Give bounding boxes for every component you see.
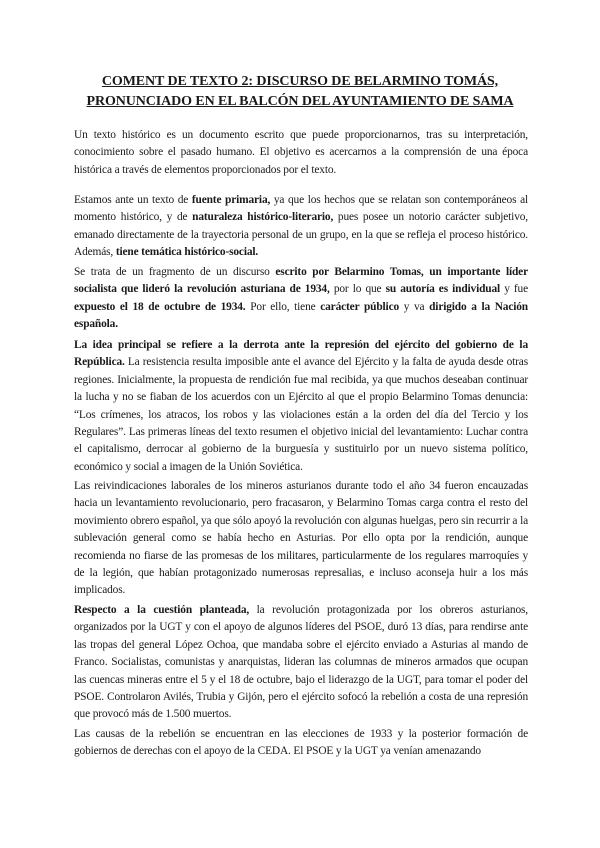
text-segment: Estamos ante un texto de: [74, 194, 192, 206]
bold-text-segment: expuesto el 18 de octubre de 1934.: [74, 300, 246, 313]
text-segment: y fue: [500, 283, 528, 296]
paragraph-demands: [74, 478, 528, 600]
bold-text-segment: La idea principal se refiere a la derrota ante la represión del ejército del gobierno de la República.: [74, 339, 528, 369]
paragraph-source-type: [74, 192, 528, 262]
paragraph-main-idea: [74, 337, 528, 476]
bold-text-segment: escrito por Belarmino Tomas, un importante líder socialista que lideró la revolución asturiana de 1934,: [74, 266, 528, 296]
bold-text-segment: Respecto a la cuestión planteada,: [74, 604, 250, 616]
bold-text-segment: fuente primaria,: [191, 194, 271, 206]
text-segment: ya que los hechos que se relatan son contemporáneos al momento histórico, y de: [74, 194, 528, 224]
text-segment: Se trata de un fragmento de un discurso: [74, 266, 276, 278]
title-line-1: COMENT DE TEXTO 2: DISCURSO DE BELARMINO TOMÁS,: [101, 74, 499, 89]
bold-text-segment: carácter público: [320, 300, 400, 313]
text-segment: y va: [399, 300, 430, 313]
bold-text-segment: tiene temática histórico-social.: [115, 246, 259, 259]
bold-text-segment: dirigido a la Nación española.: [74, 300, 528, 331]
bold-text-segment: su autoría es individual: [385, 283, 501, 296]
bold-text-segment: naturaleza histórico-literario,: [192, 211, 334, 224]
text-segment: por lo que: [329, 283, 386, 296]
text-segment: Un texto histórico es un documento escrito que puede proporcionarnos, tras su interpretación, conocimiento sobre el pasado humano. El objetivo es acercarnos a la comprensión de una época histórica a través de elementos proporcionados por el texto.: [74, 129, 528, 176]
paragraph-intro: [74, 127, 528, 179]
text-segment: pues posee un notorio carácter subjetivo, emanado directamente de la trayectoria personal de un grupo, en la que se refleja el proceso histórico. Además,: [74, 211, 528, 259]
text-segment: La resistencia resulta imposible ante el avance del Ejército y la falta de ayuda desde otras regiones. Inicialmente, la propuesta de rendición fue mal recibida, ya que muchos deseaban continuar la lucha y no se fiaban de los acuerdos con un Ejército al que el propio Belarmino Tomas denuncia: “Los crímenes, los atracos, los robos y las violaciones están a la orden del día del Tercio y los Regulares”. Las primeras líneas del texto resumen el objetivo inicial del levantamiento: Luchar contra el capitalismo, derrocar al gobierno de la burguesía y sustituirlo por un nuevo sistema político, económico y social a imagen de la Unión Soviética.: [74, 356, 528, 473]
paragraph-question: [74, 602, 528, 724]
paragraph-author: [74, 264, 528, 334]
text-segment: la revolución protagonizada por los obreros asturianos, organizados por la UGT y con el apoyo de algunos líderes del PSOE, duró 13 días, para rendirse ante las tropas del general López Ochoa, que mandaba sobre el ejército enviado a Asturias al mando de Franco. Socialistas, comunistas y anarquistas, lideran las columnas de mineros armados que ocupan las cuencas mineras entre el 5 y el 18 de octubre, bajo el liderazgo de la UGT, para tomar el poder del PSOE. Controlaron Avilés, Trubia y Gijón, pero el ejército sofocó la rebelión a costa de una represión que provocó más de 1.500 muertos.: [74, 604, 528, 721]
text-segment: Por ello, tiene: [245, 300, 321, 313]
paragraph-causes: [74, 726, 528, 761]
text-segment: Las reivindicaciones laborales de los mineros asturianos durante todo el año 34 fueron encauzadas hacia un levantamiento revolucionario, pero fracasaron, y Belarmino Tomas carga contra el resto del movimiento obrero español, ya que sólo apoyó la revolución con algunas huelgas, pero sin recurrir a la sublevación general como se había hecho en Asturias. Por ello opta por la rendición, aunque recomienda no fiarse de las promesas de los militares, particularmente de los regulares marroquíes y de la legión, que habían protagonizado numerosas represalias, e incluso aconseja huir a los más implicados.: [74, 480, 528, 597]
text-segment: Las causas de la rebelión se encuentran en las elecciones de 1933 y la posterior formación de gobiernos de derechas con el apoyo de la CEDA. El PSOE y la UGT ya venían amenazando: [74, 728, 528, 758]
document-title: [50, 72, 550, 112]
title-line-2: PRONUNCIADO EN EL BALCÓN DEL AYUNTAMIENTO DE SAMA: [86, 94, 514, 109]
